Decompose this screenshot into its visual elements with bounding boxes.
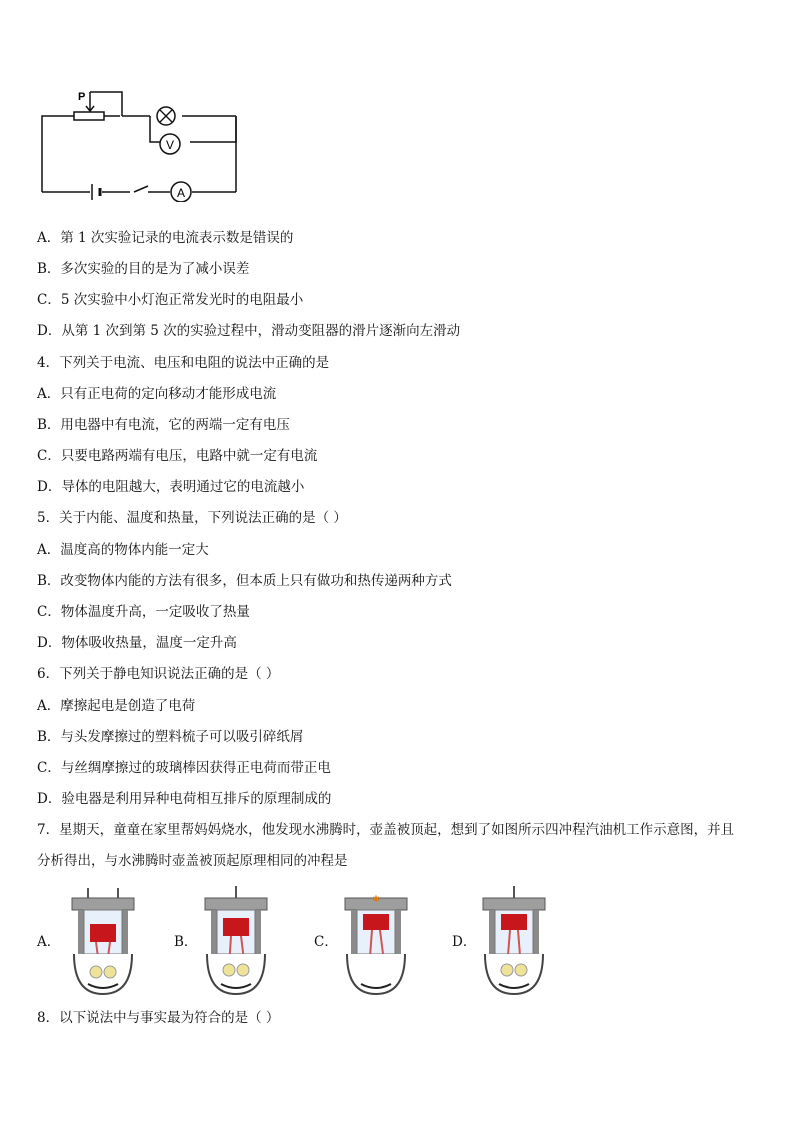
q5-option-c: C．物体温度升高，一定吸收了热量 [37,604,250,620]
q5-option-b: B．改变物体内能的方法有很多，但本质上只有做功和热传递两种方式 [37,573,452,589]
q6-option-c: C．与丝绸摩擦过的玻璃棒因获得正电荷而带正电 [37,760,331,776]
engine-diagram-a [66,884,140,998]
q4-stem: 4．下列关于电流、电压和电阻的说法中正确的是 [37,355,330,371]
q7-stem-line1: 7．星期天，童童在家里帮妈妈烧水，他发现水沸腾时，壶盖被顶起，想到了如图所示四冲程汽油机工作示意图，并且 [37,822,735,838]
q5-stem: 5．关于内能、温度和热量，下列说法正确的是（ ） [37,510,347,526]
svg-text:A: A [176,186,186,200]
voltmeter-symbol [160,134,180,154]
q5-option-d: D．物体吸收热量，温度一定升高 [37,635,237,651]
q7-label-d: D． [452,934,477,950]
q4-option-b: B．用电器中有电流，它的两端一定有电压 [37,417,290,433]
ammeter-symbol [171,182,191,202]
engine-diagram-c [339,884,413,998]
q6-option-d: D．验电器是利用异种电荷相互排斥的原理制成的 [37,791,332,807]
q3-option-c: C．5 次实验中小灯泡正常发光时的电阻最小 [37,292,304,308]
q4-option-c: C．只要电路两端有电压，电路中就一定有电流 [37,448,318,464]
q7-label-c: C． [314,934,338,950]
q6-option-b: B．与头发摩擦过的塑料梳子可以吸引碎纸屑 [37,729,304,745]
q5-option-a: A．温度高的物体内能一定大 [37,542,209,558]
q7-label-b: B． [174,934,198,950]
circuit-diagram [30,82,250,202]
q4-option-d: D．导体的电阻越大，表明通过它的电流越小 [37,479,305,495]
q6-stem: 6．下列关于静电知识说法正确的是（ ） [37,666,280,682]
q7-label-a: A． [37,934,61,950]
slider-label: P [78,91,86,103]
q8-stem: 8．以下说法中与事实最为符合的是（ ） [37,1010,280,1026]
engine-diagram-d [477,884,551,998]
engine-diagram-b [199,884,273,998]
q4-option-a: A．只有正电荷的定向移动才能形成电流 [37,386,277,402]
q6-option-a: A．摩擦起电是创造了电荷 [37,698,196,714]
q7-stem-line2: 分析得出，与水沸腾时壶盖被顶起原理相同的冲程是 [37,853,348,869]
svg-text:✱: ✱ [372,895,380,905]
q3-option-a: A．第 1 次实验记录的电流表示数是错误的 [37,230,294,246]
lamp-symbol [157,107,175,125]
svg-text:V: V [165,138,175,152]
q3-option-b: B．多次实验的目的是为了减小误差 [37,261,250,277]
q3-option-d: D．从第 1 次到第 5 次的实验过程中，滑动变阻器的滑片逐渐向左滑动 [37,323,461,339]
